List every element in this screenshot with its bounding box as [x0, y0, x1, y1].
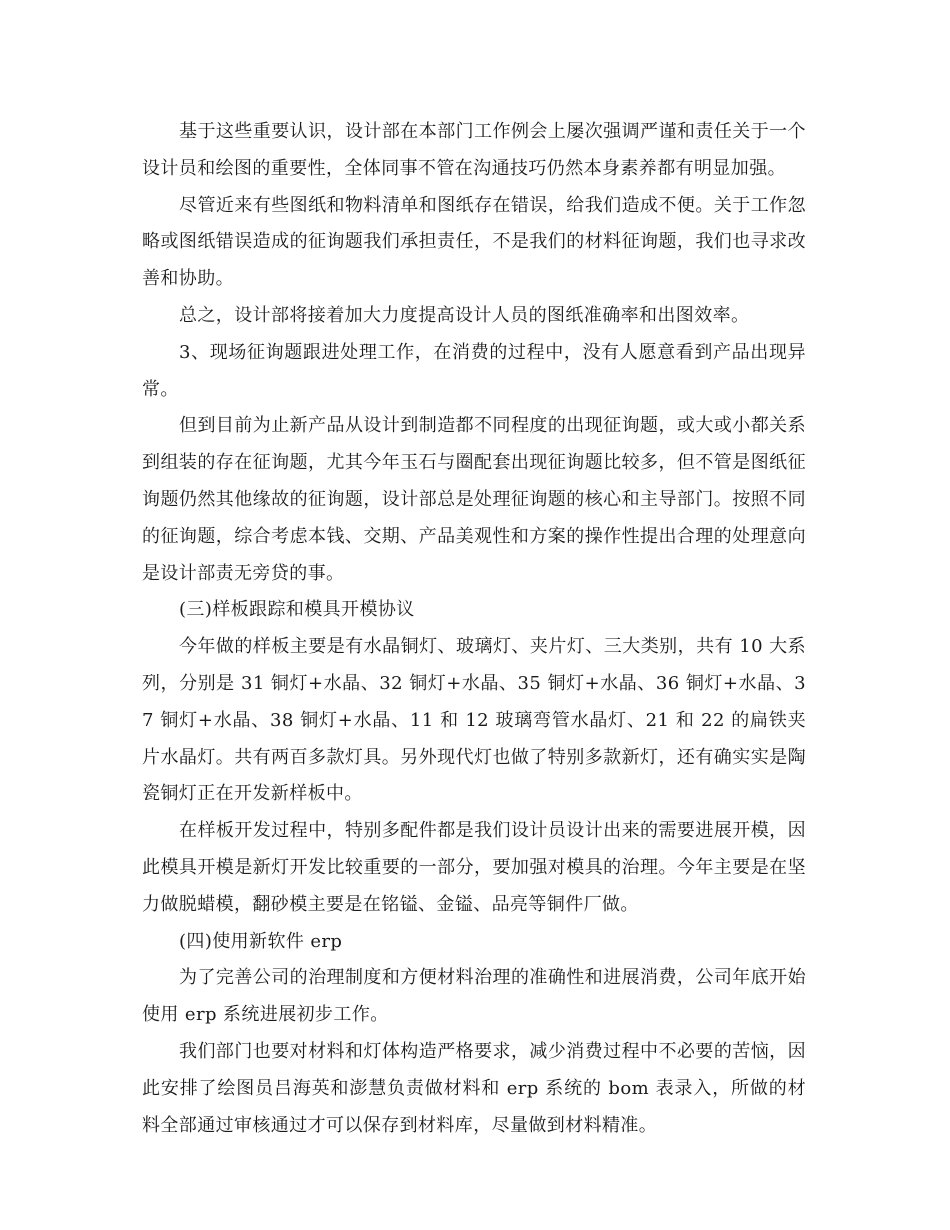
paragraph-5: 但到目前为止新产品从设计到制造都不同程度的出现征询题，或大或小都关系到组装的存在征询题，尤其今年玉石与圈配套出现征询题比较多，但不管是图纸征询题仍然其他缘故的征询题，设计部总是处理征询题的核心和主导部门。按照不同的征询题，综合考虑本钱、交期、产品美观性和方案的操作性提出合理的处理意向是设计部责无旁贷的事。: [142, 415, 806, 584]
paragraph-3: 总之，设计部将接着加大力度提高设计人员的图纸准确率和出图效率。: [179, 304, 750, 326]
section-heading-4: (四)使用新软件 erp: [179, 930, 343, 952]
paragraph-7: 在样板开发过程中，特别多配件都是我们设计员设计出来的需要进展开模，因此模具开模是新灯开发比较重要的一部分，要加强对模具的治理。今年主要是在坚力做脱蜡模，翻砂模主要是在铭镒、金镒、品亮等铜件厂做。: [142, 820, 806, 915]
document-body: [142, 114, 806, 1144]
paragraph-9: 我们部门也要对材料和灯体构造严格要求，减少消费过程中不必要的苦恼，因此安排了绘图员吕海英和澎慧负责做材料和 erp 系统的 bom 表录入，所做的材料全部通过审核通过才可以保存到材料库，尽量做到材料精准。: [142, 1040, 806, 1136]
paragraph-4: 3、现场征询题跟进处理工作，在消费的过程中，没有人愿意看到产品出现异常。: [142, 341, 806, 400]
paragraph-1: 基于这些重要认识，设计部在本部门工作例会上屡次强调严谨和责任关于一个设计员和绘图的重要性，全体同事不管在沟通技巧仍然本身素养都有明显加强。: [142, 121, 806, 179]
section-heading-3: (三)样板跟踪和模具开模协议: [179, 599, 415, 621]
paragraph-6: 今年做的样板主要是有水晶铜灯、玻璃灯、夹片灯、三大类别，共有 10 大系列，分别是 31 铜灯+水晶、32 铜灯+水晶、35 铜灯+水晶、36 铜灯+水晶、37 铜灯+水晶、38 铜灯+水晶、11 和 12 玻璃弯管水晶灯、21 和 22 的扁铁夹片水晶灯。共有两百多款灯具。另外现代灯也做了特别多款新灯，还有确实实是陶瓷铜灯正在开发新样板中。: [142, 636, 806, 805]
paragraph-8: 为了完善公司的治理制度和方便材料治理的准确性和进展消费，公司年底开始使用 erp 系统进展初步工作。: [142, 967, 806, 1026]
paragraph-2: 尽管近来有些图纸和物料清单和图纸存在错误，给我们造成不便。关于工作忽略或图纸错误造成的征询题我们承担责任，不是我们的材料征询题，我们也寻求改善和协助。: [142, 194, 806, 290]
